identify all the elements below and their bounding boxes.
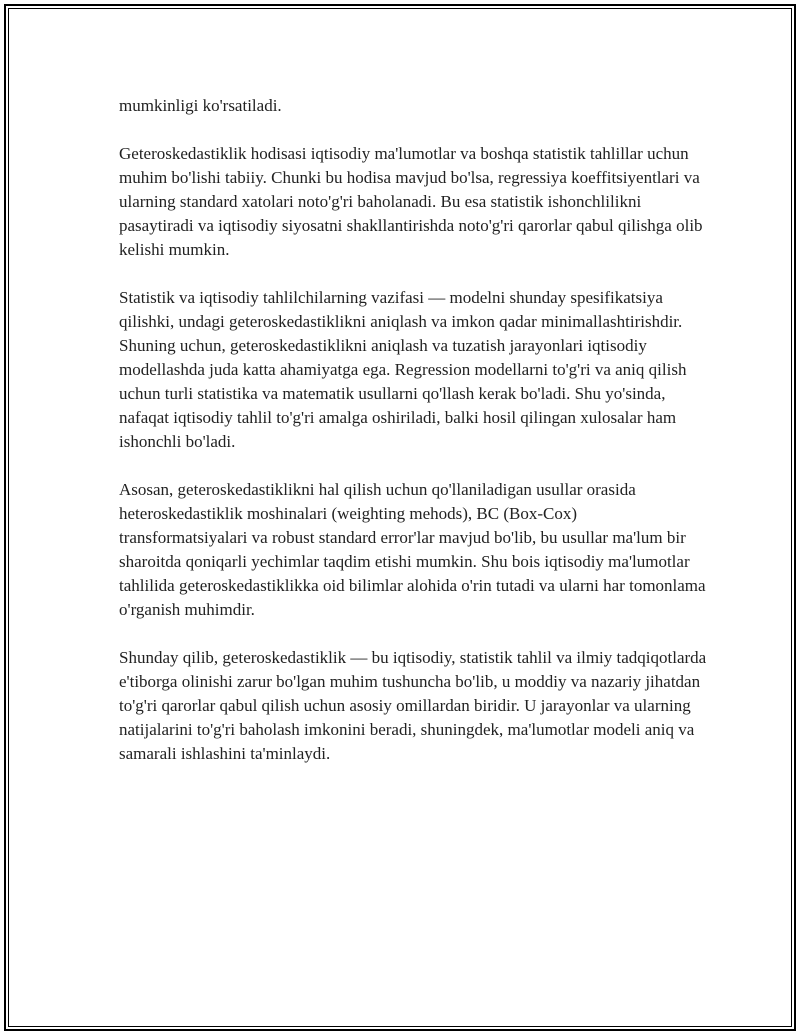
paragraph-continuation: mumkinligi ko'rsatiladi. (119, 96, 282, 115)
paragraph-methods: Asosan, geteroskedastiklikni hal qilish uchun qo'llaniladigan usullar orasida heteroskedastiklik moshinalari (weighting mehods), BC (Box-Cox) transformatsiyalari va robust standard error'lar mavjud bo'lib, bu usullar ma'lum bir sharoitda qoniqarli yechimlar taqdim etishi mumkin. Shu bois iqtisodiy ma'lumotlar tahlilida geteroskedastiklikka oid bilimlar alohida o'rin tutadi va ularni har tomonlama o'rganish muhimdir. (119, 480, 706, 619)
page-border (4, 4, 796, 1031)
paragraph-importance: Geteroskedastiklik hodisasi iqtisodiy ma'lumotlar va boshqa statistik tahlillar uchun muhim bo'lishi tabiiy. Chunki bu hodisa mavjud bo'lsa, regressiya koeffitsiyentlari va ularning standard xatolari noto'g'ri baholanadi. Bu esa statistik ishonchlilikni pasaytiradi va iqtisodiy siyosatni shakllantirishda noto'g'ri qarorlar qabul qilishga olib kelishi mumkin. (119, 144, 703, 259)
document-body (119, 94, 709, 790)
paragraph-analyst-task: Statistik va iqtisodiy tahlilchilarning vazifasi — modelni shunday spesifikatsiya qilishki, undagi geteroskedastiklikni aniqlash va imkon qadar minimallashtirishdir. Shuning uchun, geteroskedastiklikni aniqlash va tuzatish jarayonlari iqtisodiy modellashda juda katta ahamiyatga ega. Regression modellarni to'g'ri va aniq qilish uchun turli statistika va matematik usullarni qo'llash kerak bo'ladi. Shu yo'sinda, nafaqat iqtisodiy tahlil to'g'ri amalga oshiriladi, balki hosil qilingan xulosalar ham ishonchli bo'ladi. (119, 288, 687, 451)
paragraph-conclusion: Shunday qilib, geteroskedastiklik — bu iqtisodiy, statistik tahlil va ilmiy tadqiqotlarda e'tiborga olinishi zarur bo'lgan muhim tushuncha bo'lib, u moddiy va nazariy jihatdan to'g'ri qarorlar qabul qilish uchun asosiy omillardan biridir. U jarayonlar va ularning natijalarini to'g'ri baholash imkonini beradi, shuningdek, ma'lumotlar modeli aniq va samarali ishlashini ta'minlaydi. (119, 648, 707, 763)
